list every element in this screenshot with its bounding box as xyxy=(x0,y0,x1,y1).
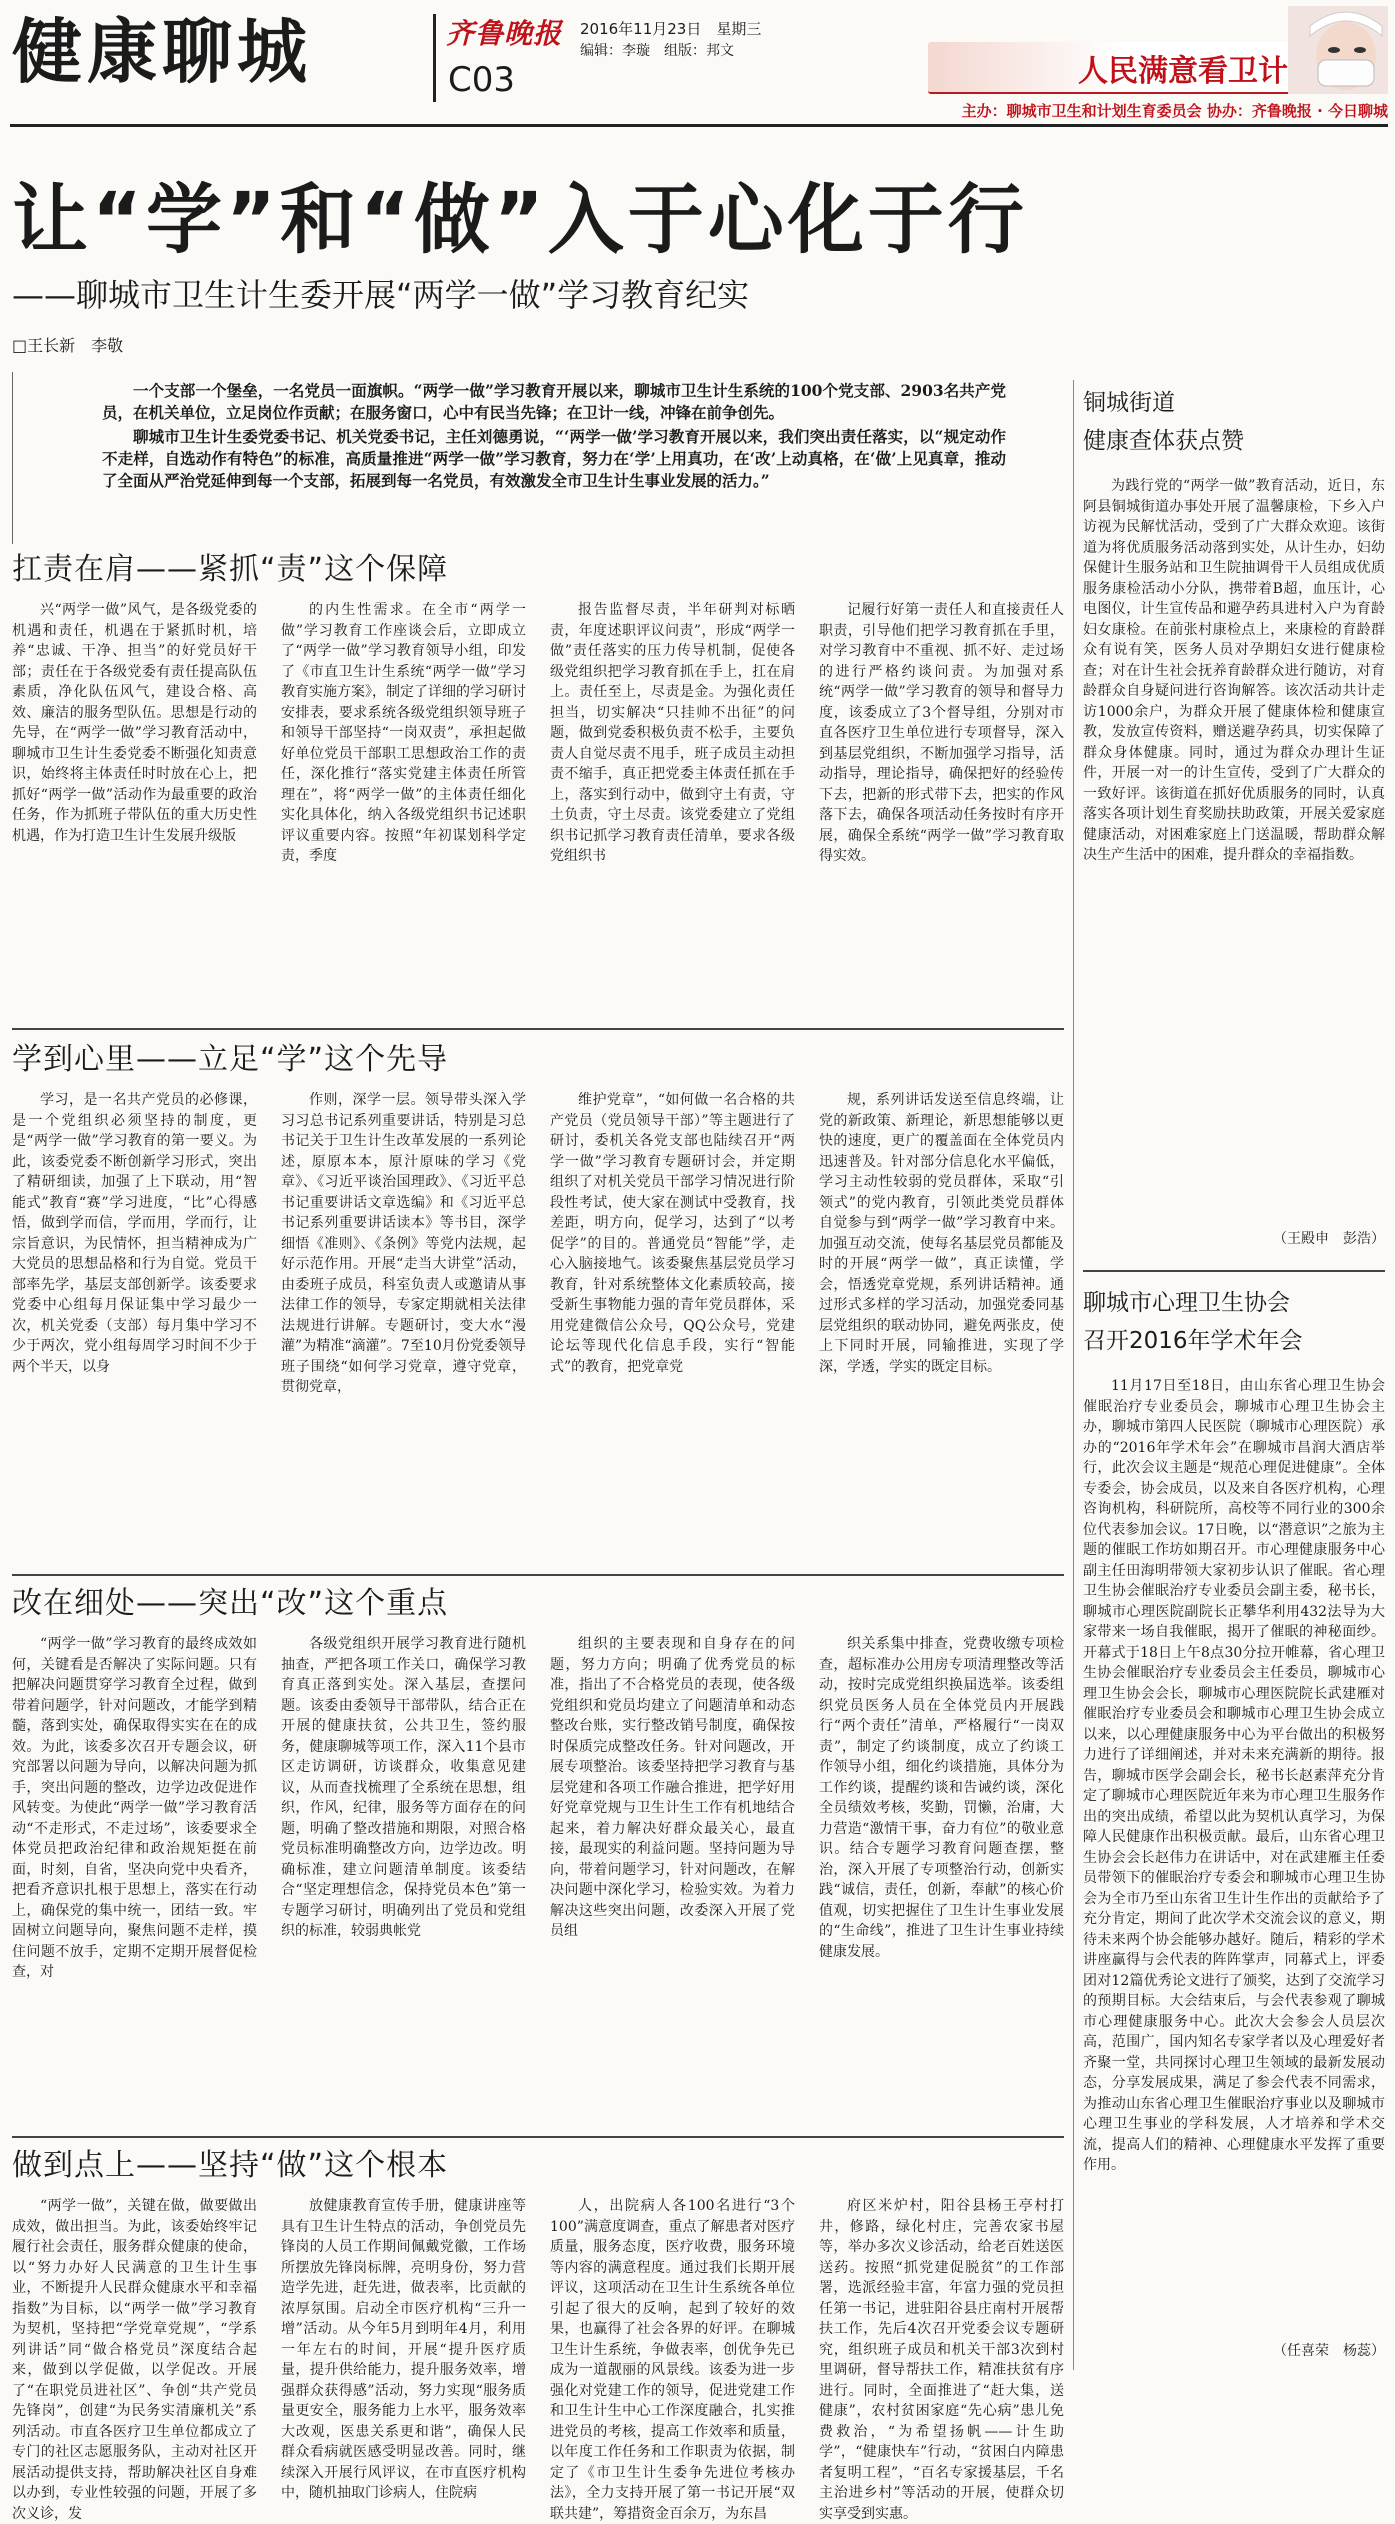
section-heading: 做到点上——坚持“做”这个根本 xyxy=(12,2148,449,2183)
article-intro xyxy=(12,370,1064,548)
section-heading: 学到心里——立足“学”这个先导 xyxy=(12,1042,449,1077)
text-column xyxy=(550,1090,795,1566)
text-column xyxy=(281,1090,526,1566)
text-column xyxy=(12,1090,257,1566)
story-title: 铜城街道 xyxy=(1083,390,1175,416)
column-text: 报告监督尽责，半年研判对标晒责，年度述职评议问责”，形成“两学一做”责任落实的压力传导机制，促使各级党组织把学习教育抓在手上，扛在肩上。责任至上，尽责是金。为强化责任担当，切实解决“只挂帅不出征”的问题，做到党委积极负责不松手，主要负责人自觉尽责不甩手，班子成员主动担责不缩手，真正把党委主体责任抓在手上，落实到行动中，做到守土有责，守土负责，守土尽责。该党委建立了党组织书记抓学习教育责任清单，要求各级党组织书 xyxy=(550,602,795,864)
text-column xyxy=(819,2196,1064,2522)
masthead-divider xyxy=(433,14,436,102)
section-rule xyxy=(12,1574,1064,1576)
text-column xyxy=(550,2196,795,2522)
article-byline: □王长新 李敬 xyxy=(12,336,124,355)
editor-credits: 编辑：李璇 组版：邦文 xyxy=(580,43,734,59)
nurse-photo-icon xyxy=(1288,6,1388,94)
intro-rule xyxy=(12,372,13,544)
column-divider xyxy=(1073,380,1074,2370)
column-text: 记履行好第一责任人和直接责任人职责，引导他们把学习教育抓在手里，对学习教育中不重视、抓不好、走过场的进行严格约谈问责。为加强对系统“两学一做”学习教育的领导和督导力度，该委成立了3个督导组，分别对市直各医疗卫生单位进行专项督导，深入到基层党组织，不断加强学习指导，活动指导，理论指导，确保把好的经验传下去，把新的形式带下去，把实的作风落下去，确保各项活动任务按时有序开展，确保全系统“两学一做”学习教育取得实效。 xyxy=(819,602,1064,864)
main-article xyxy=(12,370,1064,2522)
paper-logo: 齐鲁晚报 xyxy=(446,17,563,50)
text-column xyxy=(12,600,257,1020)
column-text: “两学一做”学习教育的最终成效如何，关键看是否解决了实际问题。只有把解决问题贯穿学习教育全过程，做到带着问题学，针对问题改，才能学到精髓，落到实处，确保取得实实在在的成效。为此，该委多次召开专题会议，研究部署以问题为导向，以解决问题为抓手，突出问题的整改，边学边改促进作风转变。为使此“两学一做”学习教育活动“不走形式，不走过场”，该委要求全体党员把政治纪律和政治规矩挺在前面，时刻，自省，坚决向党中央看齐，把看齐意识扎根于思想上，落实在行动上，确保党的集中统一，团结一致。牢固树立问题导向，聚焦问题不走样，摸住问题不放手，定期不定期开展督促检查，对 xyxy=(12,1636,257,1980)
story-text: 11月17日至18日，由山东省心理卫生协会催眠治疗专业委员会，聊城市心理卫生协会主办，聊城市第四人民医院（聊城市心理医院）承办的“2016年学术年会”在聊城市昌润大酒店举行，此次会议主题是“规范心理促进健康”。全体专委会，协会成员，以及来自各医疗机构，心理咨询机构，科研院所，高校等不同行业的300余位代表参加会议。17日晚，以“潜意识”之旅为主题的催眠工作坊如期召开。市心理健康服务中心副主任田海明带领大家初步认识了催眠。省心理卫生协会催眠治疗专业委员会副主委，秘书长，聊城市心理医院副院长正攀华利用432法导为大家带来一场自我催眠，揭开了催眠的神秘面纱。开幕式于18日上午8点30分拉开帷幕，省心理卫生协会催眠治疗专业委员会主任委员，聊城市心理卫生协会会长，聊城市心理医院院长武建雁对催眠治疗专业委员会和聊城市心理卫生协会成立以来，以心理健康服务中心为平台做出的积极努力进行了详细阐述，并对未来充满新的期待。报告，聊城市医学会副会长，秘书长赵素萍充分肯定了聊城市心理医院近年来为市心理卫生服务作出的突出成绩，希望以此为契机认真学习，为保障人民健康作出积极贡献。最后，山东省心理卫生协会会长赵伟力在讲话中，对在武建雁主任委员带领下的催眠治疗专委会和聊城市心理卫生协会为全市乃至山东省卫生计生作出的贡献给予了充分肯定，期间了此次学术交流会议的意义，期待未来两个协会能够办越好。随后，精彩的学术讲座赢得与会代表的阵阵掌声，同幕式上，评委团对12篇优秀论文进行了颁奖，达到了交流学习的预期目标。大会结束后，与会代表参观了聊城市心理健康服务中心。此次大会参会人员层次高，范围广，国内知名专家学者以及心理爱好者齐聚一堂，共同探讨心理卫生领域的最新发展动态，分享发展成果，满足了参会代表不同需求，为推动山东省心理卫生催眠治疗事业以及聊城市心理卫生事业的学科发展，人才培养和学术交流，提高人们的精神、心理健康水平发挥了重要作用。 xyxy=(1083,1378,1385,2173)
column-text: 组织的主要表现和自身存在的问题，努力方向；明确了优秀党员的标准，指出了不合格党员的表现，使各级党组织和党员均建立了问题清单和动态整改台账，实行整改销号制度，确保按时保质完成整改任务。针对问题改，开展专项整治。该委坚持把学习教育与基层党建和各项工作融合推进，把学好用好党章党规与卫生计生工作有机地结合起来，着力解决好群众最关心，最直接，最现实的利益问题。坚持问题为导向，带着问题学习，针对问题改，在解决问题中深化学习，检验实效。为着力解决这些突出问题，改委深入开展了党员组 xyxy=(550,1636,795,1939)
section-title: 健康聊城 xyxy=(12,11,312,93)
story-text: 为践行党的“两学一做”教育活动，近日，东阿县铜城街道办事处开展了温馨康检，下乡入户访视为民解忧活动，受到了广大群众欢迎。该街道为将优质服务活动落到实处，从计生办，妇幼保健计生服务站和卫生院抽调骨干人员组成优质服务康检活动小分队，携带着B超，血压计，心电图仪，计生宣传品和避孕药具进村入户为育龄妇女康检。在前张村康检点上，来康检的育龄群众有说有笑，医务人员对孕期妇女进行健康检查；对在计生社会抚养育龄群众进行随访，对育龄群众自身疑问进行咨询解答。该次活动共计走访1000余户，为群众开展了健康体检和健康宣教，发放宣传资料，赠送避孕药具，切实保障了群众身体健康。同时，通过为群众办理计生证件，开展一对一的计生宣传，受到了广大群众的一致好评。该街道在抓好优质服务的同时，认真落实各项计划生育奖励扶助政策，开展关爱家庭健康活动，对困难家庭上门送温暖，帮助群众解决生产生活中的困难，提升群众的幸福指数。 xyxy=(1083,478,1385,863)
article-subheadline: ——聊城市卫生计生委开展“两学一做”学习教育纪实 xyxy=(12,276,750,314)
column-text: 作则，深学一层。领导带头深入学习习总书记系列重要讲话，特别是习总书记关于卫生计生改革发展的一系列论述，原原本本，原汁原味的学习《党章》、《习近平谈治国理政》、《习近平总书记重要讲话文章选编》和《习近平总书记系列重要讲话读本》等书目，深学细悟《准则》、《条例》等党内法规，起好示范作用。开展“走当大讲堂”活动，由委班子成员，科室负责人或邀请从事法律工作的领导，专家定期就相关法律法规进行讲解。专题研讨，变大水“漫灌”为精准“滴灌”。7至10月份党委领导班子围绕“如何学习党章，遵守党章，贯彻党章， xyxy=(281,1092,526,1395)
text-column xyxy=(819,1090,1064,1566)
section-study xyxy=(12,1038,1064,1570)
section-heading: 改在细处——突出“改”这个重点 xyxy=(12,1586,449,1621)
text-column xyxy=(819,600,1064,1020)
text-column xyxy=(550,1634,795,2129)
column-text: 各级党组织开展学习教育进行随机抽查，严把各项工作关口，确保学习教育真正落到实处。深入基层，查摆问题。该委由委领导干部带队，结合正在开展的健康扶贫，公共卫生，签约服务，健康聊城等项工作，深入11个县市区走访调研，访谈群众，收集意见建议，从而查找梳理了全系统在思想，组织，作风，纪律，服务等方面存在的问题，明确了整改措施和期限，对照合格党员标准明确整改方向，边学边改。明确标准，建立问题清单制度。该委结合“坚定理想信念，保持党员本色”第一专题学习研讨，明确列出了党员和党组织的标准，较弱典帐党 xyxy=(281,1636,526,1939)
text-column xyxy=(281,2196,526,2501)
story-credit: （任喜荣 杨蕊） xyxy=(1273,2343,1385,2359)
column-text: 人，出院病人各100名进行“3个100”满意度调查，重点了解患者对医疗质量，服务态度，医疗收费，服务环境等内容的满意程度。通过我们长期开展评议，这项活动在卫生计生系统各单位引起了很大的反响，起到了较好的效果，也赢得了社会各界的好评。在聊城卫生计生系统，争做表率，创优争先已成为一道靓丽的风景线。该委为进一步强化对党建工作的领导，促进党建工作和卫生计生中心工作深度融合，扎实推进党员的考核，提高工作效率和质量，以年度工作任务和工作职责为依据，制定了《市卫生计生委争先进位考核办法》，全力支持开展了第一书记开展“双联共建”，筹措资金百余万，为东昌 xyxy=(550,2198,795,2522)
section-action xyxy=(12,2144,1064,2522)
text-column xyxy=(281,600,526,1020)
article-headline: 让“学”和“做”入于心化于行 xyxy=(12,175,1028,264)
story-body xyxy=(1083,1376,1385,2328)
sidebar-news xyxy=(1083,384,1385,2374)
column-text: 放健康教育宣传手册，健康讲座等具有卫生计生特点的活动，争创党员先锋岗的人员工作期间佩戴党徽，工作场所摆放先锋岗标牌，亮明身份，努力营造学先进，赶先进，做表率，比贡献的浓厚氛围。启动全市医疗机构“三升一增”活动。从今年5月到明年4月，利用一年左右的时间，开展“提升医疗质量，提升供给能力，提升服务效率，增强群众获得感”活动，努力实现“服务质量更安全，服务能力上水平，服务效率大改观，医患关系更和谐”，确保人民群众看病就医感受明显改善。同时，继续深入开展行风评议，在市直医疗机构中，随机抽取门诊病人，住院病 xyxy=(281,2198,526,2501)
campaign-banner xyxy=(928,42,1388,94)
text-column xyxy=(550,600,795,1020)
column-text: 学习，是一名共产党员的必修课，是一个党组织必须坚持的制度，更是“两学一做”学习教育的第一要义。为此，该委党委不断创新学习形式，突出了精研细读，加强了上下联动，用“智能式”教育“赛”学习进度，“比”心得感悟，做到学而信，学而用，学而行，让宗旨意识，为民情怀，担当精神成为广大党员的思想品格和行为自觉。党员干部率先学，基层支部创新学。该委要求党委中心组每月保证集中学习最少一次，机关党委（支部）每月集中学习不少于两次，党小组每周学习时间不少于两个半天，以身 xyxy=(12,1092,257,1375)
story-title: 健康查体获点赞 xyxy=(1083,428,1244,454)
sidebar-story-psych xyxy=(1083,1284,1385,2374)
sidebar-story-tongcheng xyxy=(1083,384,1385,1264)
text-column xyxy=(12,1634,257,2129)
story-body xyxy=(1083,476,1385,1216)
intro-paragraph: 聊城市卫生计生委党委书记、机关党委书记，主任刘德勇说，“‘两学一做’学习教育开展以来，我们突出责任落实，以“规定动作不走样，自选动作有特色”的标准，高质量推进“两学一做”学习教育，努力在‘学’上用真功，在‘改’上动真格，在‘做’上见真章，推动了全面从严治党延伸到每一个支部，拓展到每一名党员，有效激发全市卫生计生事业发展的活力。” xyxy=(102,427,1006,490)
section-heading: 扛责在肩——紧抓“责”这个保障 xyxy=(12,552,449,587)
story-title: 召开2016年学术年会 xyxy=(1083,1328,1303,1354)
story-credit: （王殿申 彭浩） xyxy=(1273,1231,1385,1247)
banner-title: 人民满意看卫计 xyxy=(1078,54,1288,89)
column-text: 织关系集中排查，党费收缴专项检查，超标准办公用房专项清理整改等活动，按时完成党组织换届选举。该委组织党员医务人员在全体党员内开展践行“两个责任”清单，严格履行“一岗双责”，制定了约谈制度，成立了约谈工作领导小组，细化约谈措施，具体分为工作约谈，提醒约谈和告诫约谈，深化全员绩效考核，奖勤，罚懒，治庸，大力营造“激情干事，奋力有位”的敬业意识。结合专题学习教育问题查摆，整治，深入开展了专项整治行动，创新实践“诚信，责任，创新，奉献”的核心价值观，切实把握住了卫生计生事业发展的“生命线”，推进了卫生计生事业持续健康发展。 xyxy=(819,1636,1064,1960)
issue-date: 2016年11月23日 星期三 xyxy=(580,20,762,38)
page-number: C03 xyxy=(448,60,516,100)
column-text: 维护党章”，“如何做一名合格的共产党员（党员领导干部）”等主题进行了研讨，委机关各党支部也陆续召开“两学一做”学习教育专题研讨会，并定期组织了对机关党员干部学习情况进行阶段性考试，使大家在测试中受教育，找差距，明方向，促学习，达到了“以考促学”的目的。普通党员“智能”学，走心入脑接地气。该委聚焦基层党员学习教育，针对系统整体文化素质较高，接受新生事物能力强的青年党员群体，采用党建微信公众号，QQ公众号，党建论坛等现代化信息手段，实行“智能式”的教育，把党章党 xyxy=(550,1092,795,1375)
header-rule xyxy=(10,124,1388,127)
column-text: “两学一做”，关键在做，做要做出成效，做出担当。为此，该委始终牢记履行社会责任，服务群众健康的使命，以“努力办好人民满意的卫生计生事业，不断提升人民群众健康水平和幸福指数”为目标，以“两学一做”学习教育为契机，坚持把“学党章党规”，“学系列讲话”同“做合格党员”深度结合起来，做到以学促做，以学促改。开展了“在职党员进社区”、争创“共产党员先锋岗”，创建“为民务实清廉机关”系列活动。市直各医疗卫生单位都成立了专门的社区志愿服务队，主动对社区开展活动提供支持，帮助解决社区自身难以办到，专业性较强的问题，开展了多次义诊，发 xyxy=(12,2198,257,2522)
column-text: 的内生性需求。在全市“两学一做”学习教育工作座谈会后，立即成立了“两学一做”学习教育领导小组，印发了《市直卫生计生系统“两学一做”学习教育实施方案》，制定了详细的学习研讨安排表，要求系统各级党组织领导班子和领导干部坚持“一岗双责”，承担起做好单位党员干部职工思想政治工作的责任，深化推行“落实党建主体责任所管理在”，将“两学一做”的主体责任细化实化具体化，纳入各级党组织书记述职评议重要内容。按照“年初谋划科学定责，季度 xyxy=(281,602,526,864)
banner-sponsors: 主办：聊城市卫生和计划生育委员会 协办：齐鲁晚报 · 今日聊城 xyxy=(961,102,1388,120)
text-column xyxy=(12,2196,257,2522)
story-title: 聊城市心理卫生协会 xyxy=(1083,1290,1290,1316)
section-rectify xyxy=(12,1582,1064,2132)
column-text: 府区米炉村，阳谷县杨王亭村打井，修路，绿化村庄，完善农家书屋等，举办多次义诊活动，给老百姓送医送药。按照“抓党建促脱贫”的工作部署，选派经验丰富，年富力强的党员担任第一书记，进驻阳谷县庄南村开展帮扶工作，先后4次召开党委会议专题研究，组织班子成员和机关干部3次到村里调研，督导帮扶工作，精准扶贫有序进行。同时，全面推进了“赶大集，送健康”，农村贫困家庭“先心病”患儿免费救治，“为希望扬帆——计生助学”，“健康快车”行动，“贫困白内障患者复明工程”，“百名专家援基层，千名主治进乡村”等活动的开展，使群众切实享受到实惠。 xyxy=(819,2198,1064,2522)
sidebar-rule xyxy=(1083,1270,1385,1272)
column-text: 规，系列讲话发送至信息终端，让党的新政策、新理论，新思想能够以更快的速度，更广的覆盖面在全体党员内迅速普及。针对部分信息化水平偏低，学习主动性较弱的党员群体，采取“引领式”的党内教育，引领此类党员群体自觉参与到“两学一做”学习教育中来。加强互动交流，使每名基层党员都能及时的开展“两学一做”，真正读懂，学会，悟透党章党规，系列讲话精神。通过形式多样的学习活动，加强党委同基层党组织的联动协同，避免两张皮，使上下同时开展，同输推进，实现了学深，学透，学实的既定目标。 xyxy=(819,1092,1064,1375)
intro-paragraph: 一个支部一个堡垒，一名党员一面旗帜。“两学一做”学习教育开展以来，聊城市卫生计生系统的100个党支部、2903名共产党员，在机关单位，立足岗位作贡献；在服务窗口，心中有民当先锋；在卫计一线，冲锋在前争创先。 xyxy=(102,381,1006,422)
column-text: 兴“两学一做”风气，是各级党委的机遇和责任，机遇在于紧抓时机，培养“忠诚、干净、担当”的好党员好干部；责任在于各级党委有责任提高队伍素质，净化队伍风气，建设合格、高效、廉洁的服务型队伍。思想是行动的先导，在“两学一做”学习教育活动中，聊城市卫生计生委党委不断强化知责意识，始终将主体责任时时放在心上，把抓好“两学一做”活动作为最重要的政治任务，作为抓班子带队伍的重大历史性机遇，作为打造卫生计生发展升级版 xyxy=(12,602,257,844)
section-rule xyxy=(12,2136,1064,2138)
text-column xyxy=(281,1634,526,2129)
section-responsibility xyxy=(12,548,1064,1023)
text-column xyxy=(819,1634,1064,2129)
section-rule xyxy=(12,1028,1064,1030)
